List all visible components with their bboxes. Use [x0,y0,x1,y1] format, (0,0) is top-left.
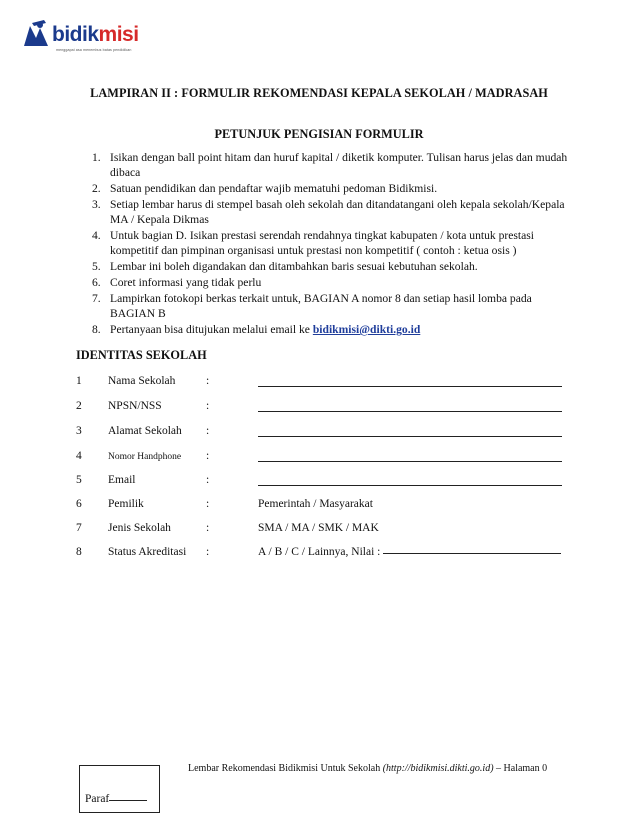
graduate-figure-icon [20,20,54,54]
field-options[interactable]: A / B / C / Lainnya, Nilai : [258,546,561,558]
footer-url: (http://bidikmisi.dikti.go.id) [382,763,494,774]
email-link[interactable]: bidikmisi@dikti.go.id [312,323,421,336]
instruction-item: 3. Setiap lembar harus di stempel basah oleh sekolah dan ditandatangani oleh kepala sekolah/Kepala MA / Kepala Dikmas [92,198,565,226]
field-label: Nama Sekolah [108,375,176,387]
field-label: Pemilik [108,498,144,510]
instruction-item: 2. Satuan pendidikan dan pendaftar wajib mematuhi pedoman Bidikmisi. [92,182,438,195]
fill-line[interactable] [258,461,562,462]
field-row-jenis-sekolah: 7 Jenis Sekolah : SMA / MA / SMK / MAK [76,522,379,534]
instruction-item: 8. Pertanyaan bisa ditujukan melalui email ke bidikmisi@dikti.go.id [92,323,421,336]
logo-tagline: menggapai asa menembus batas pendidikan [56,48,132,52]
instructions-title: PETUNJUK PENGISIAN FORMULIR [214,127,424,141]
paraf-label: Paraf [85,793,110,805]
fill-line[interactable] [258,436,562,437]
fill-line[interactable] [258,485,562,486]
field-label: Nomor Handphone [108,452,182,462]
field-row-handphone: 4 Nomor Handphone : [76,450,566,470]
field-row-akreditasi: 8 Status Akreditasi : A / B / C / Lainnya, Nilai : [76,546,566,566]
fill-line[interactable] [258,411,562,412]
document-title: LAMPIRAN II : FORMULIR REKOMENDASI KEPALA SEKOLAH / MADRASAH [90,86,548,100]
fill-line[interactable] [383,553,561,554]
instruction-item: 4. Untuk bagian D. Isikan prestasi serendah rendahnya tingkat kabupaten / kota untuk prestasi kompetitif dan pimpinan organisasi untuk prestasi non kompetitif ( contoh : ketua osis ) [92,229,535,257]
instructions-list [82,150,572,338]
field-options[interactable]: SMA / MA / SMK / MAK [258,522,379,534]
fill-line[interactable] [258,386,562,387]
field-row-alamat: 3 Alamat Sekolah : [76,425,566,445]
field-label: NPSN/NSS [108,400,162,412]
page-footer: Lembar Rekomendasi Bidikmisi Untuk Sekolah (http://bidikmisi.dikti.go.id) – Halaman 0 [188,763,548,774]
field-label: Jenis Sekolah [108,522,171,534]
field-row-email: 5 Email : [76,474,566,494]
field-options[interactable]: Pemerintah / Masyarakat [258,498,373,510]
instruction-item: 7. Lampirkan fotokopi berkas terkait untuk, BAGIAN A nomor 8 dan setiap hasil lomba pada BAGIAN B [92,292,532,320]
paraf-box [79,765,160,813]
field-row-nama-sekolah: 1 Nama Sekolah : [76,375,566,395]
field-row-npsn: 2 NPSN/NSS : [76,400,566,420]
field-label: Alamat Sekolah [108,425,182,437]
instruction-item: 5. Lembar ini boleh digandakan dan ditambahkan baris sesuai kebutuhan sekolah. [92,260,478,273]
instruction-item: 1. Isikan dengan ball point hitam dan huruf kapital / diketik komputer. Tulisan harus jelas dan mudah dibaca [92,151,568,179]
bidikmisi-logo [20,18,140,58]
field-label: Email [108,474,136,486]
paraf-line[interactable] [109,800,147,801]
instruction-item: 6. Coret informasi yang tidak perlu [92,276,262,289]
logo-wordmark: bidikmisi [52,23,139,46]
field-row-pemilik: 6 Pemilik : Pemerintah / Masyarakat [76,498,373,510]
identity-section-heading: IDENTITAS SEKOLAH [76,348,207,362]
field-label: Status Akreditasi [108,546,187,558]
